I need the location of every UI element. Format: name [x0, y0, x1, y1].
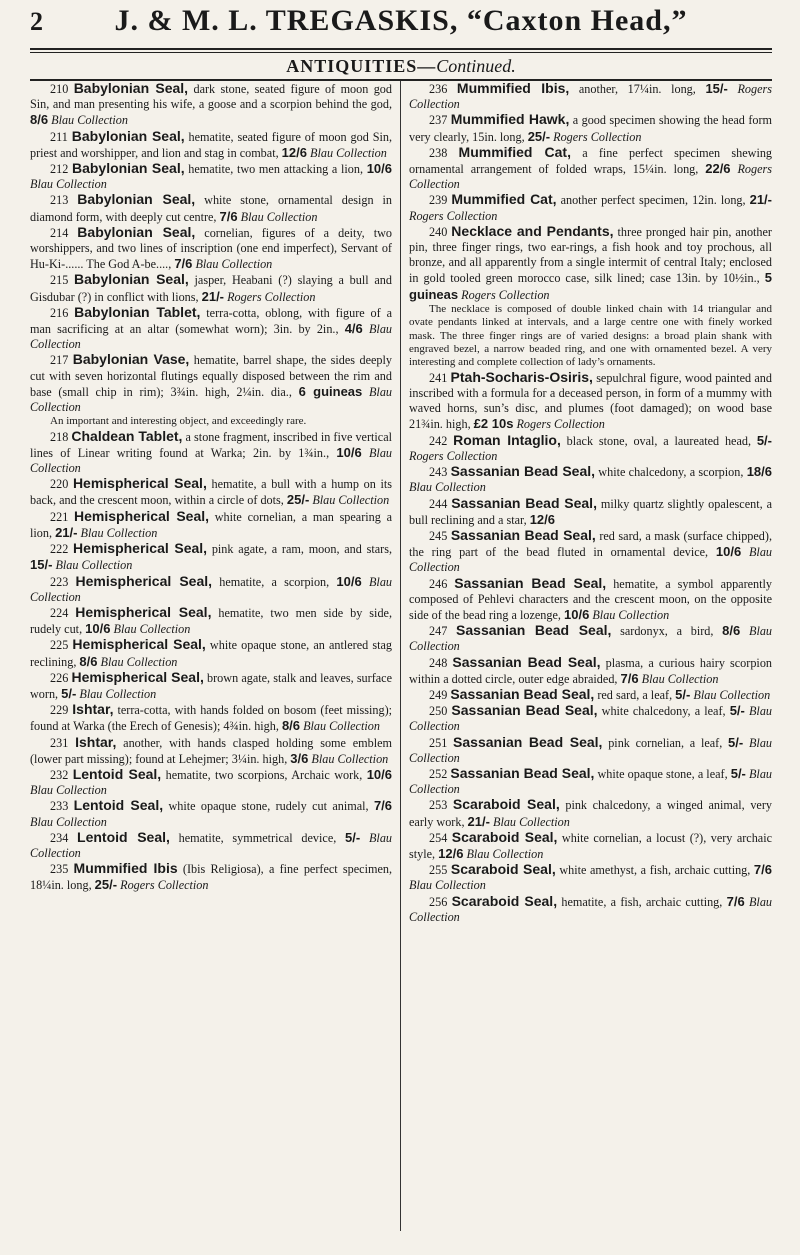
lot-title: Sassanian Bead Seal,	[450, 463, 596, 480]
lot-title: Lentoid Seal,	[72, 765, 162, 782]
lot-price: 5/-	[675, 686, 691, 702]
catalogue-entry	[30, 161, 392, 192]
catalogue-note: An important and interesting object, and exceedingly rare.	[50, 415, 307, 428]
catalogue-entry	[409, 735, 772, 766]
lot-price: 10/6	[564, 606, 590, 622]
lot-source: Rogers Collection	[553, 129, 642, 144]
catalogue-entry	[30, 352, 392, 415]
lot-title: Babylonian Seal,	[73, 81, 189, 96]
lot-number: 232	[50, 767, 69, 782]
lot-title: Hemispherical Seal,	[73, 540, 208, 557]
lot-description: hematite, a scorpion,	[212, 574, 337, 589]
lot-source: Blau Collection	[310, 145, 387, 160]
lot-price: 7/6	[726, 893, 745, 909]
lot-price: 8/6	[722, 623, 741, 639]
catalogue-entry	[409, 192, 772, 223]
lot-description: red sard, a mask (surface chipped), the ring part of the bead fluted in ornamental device,	[409, 528, 772, 560]
lot-description: a good specimen showing the head form very clearly, 15in. long,	[409, 113, 772, 144]
lot-description: three pronged hair pin, another pin, three finger rings, two ear-rings, a fish hook and toy prochous, all bronze, and all apparently from a single intermit of central Italy; enclosed in gold tooled green morocco case, silk lined; case 13in. by 10½in.,	[409, 224, 772, 286]
lot-title: Sassanian Bead Seal,	[450, 685, 595, 702]
lot-price: 18/6	[746, 464, 772, 480]
catalogue-entry	[30, 305, 392, 353]
header-rule-thin	[30, 52, 772, 53]
lot-number: 222	[50, 542, 69, 557]
lot-source: Blau Collection	[409, 766, 772, 797]
lot-price: 8/6	[30, 112, 49, 128]
lot-description: hematite, a fish, archaic cutting,	[557, 894, 727, 909]
lot-description: another, with hands clasped holding some emblem (lower part missing); found at Lehejmer; 3¼in. high,	[30, 735, 392, 766]
lot-source: Blau Collection	[240, 209, 318, 224]
lot-number: 213	[50, 193, 69, 208]
lot-title: Sassanian Bead Seal,	[453, 733, 603, 750]
lot-price: 12/6	[529, 511, 555, 527]
lot-number: 248	[429, 655, 448, 670]
lot-price: 12/6	[438, 845, 464, 861]
lot-title: Chaldean Tablet,	[71, 427, 183, 444]
lot-source: Blau Collection	[30, 574, 393, 604]
catalogue-entry	[30, 702, 392, 734]
catalogue-entry	[30, 541, 392, 573]
lot-title: Hemispherical Seal,	[74, 507, 210, 524]
lot-title: Scaraboid Seal,	[452, 796, 560, 813]
lot-source: Blau Collection	[30, 814, 107, 829]
lot-title: Babylonian Tablet,	[74, 303, 201, 320]
catalogue-entry	[30, 605, 392, 637]
lot-number: 220	[50, 477, 69, 492]
lot-title: Hemispherical Seal,	[75, 603, 212, 620]
lot-description: cornelian, figures of a deity, two worshippers, and two lines of inscription (one end imperfect), Servant of Hu-Ki-...... The God A-be....,	[30, 225, 393, 272]
lot-source: Blau Collection	[466, 846, 544, 861]
catalogue-entry	[409, 703, 772, 734]
lot-source: Blau Collection	[641, 671, 719, 686]
lot-title: Sassanian Bead Seal,	[454, 574, 607, 591]
lot-price: 5/-	[756, 432, 772, 448]
lot-price: 21/-	[201, 288, 225, 304]
lot-title: Babylonian Seal,	[71, 127, 185, 144]
lot-title: Scaraboid Seal,	[450, 861, 556, 878]
lot-description: white stone, ornamental design in diamond form, with deeply cut centre,	[30, 193, 392, 224]
lot-title: Sassanian Bead Seal,	[451, 494, 597, 511]
section-heading: ANTIQUITIES—Continued.	[286, 56, 516, 76]
lot-price: 5/-	[730, 765, 746, 781]
lot-price: 21/-	[467, 813, 490, 829]
lot-description: milky quartz slightly opalescent, a bull reclining and a star,	[409, 496, 772, 527]
right-column	[401, 81, 772, 1231]
lot-number: 224	[50, 605, 69, 620]
lot-source: Blau Collection	[30, 177, 107, 192]
lot-source: Blau Collection	[80, 525, 158, 540]
lot-title: Sassanian Bead Seal,	[456, 622, 612, 639]
lot-source: Blau Collection	[409, 735, 772, 765]
lot-number: 216	[50, 305, 69, 320]
lot-number: 238	[429, 145, 448, 160]
lot-title: Hemispherical Seal,	[72, 475, 207, 492]
catalogue-entry	[409, 623, 772, 654]
lot-source: Blau Collection	[409, 894, 772, 924]
lot-title: Sassanian Bead Seal,	[451, 702, 598, 719]
catalogue-entry	[30, 81, 392, 129]
lot-price: 3/6	[290, 750, 309, 766]
lot-description: white opaque stone, a leaf,	[594, 766, 731, 781]
lot-source: Rogers Collection	[516, 417, 605, 432]
lot-price: 10/6	[85, 621, 111, 637]
catalogue-entry	[30, 192, 392, 224]
lot-source: Blau Collection	[30, 322, 393, 352]
lot-title: Necklace and Pendants,	[451, 222, 614, 239]
lot-description: another, 17¼in. long,	[569, 82, 706, 96]
lot-number: 234	[50, 830, 69, 845]
lot-price: 10/6	[366, 161, 392, 177]
lot-number: 231	[50, 735, 69, 750]
lot-description: hematite, a symbol apparently composed of Pehlevi characters and the crescent moon, on the opposite side of the bead ring a lozenge,	[409, 576, 772, 622]
catalogue-entry	[30, 225, 392, 273]
lot-source: Blau Collection	[195, 257, 273, 272]
lot-number: 245	[429, 528, 448, 543]
lot-description: red sard, a leaf,	[594, 687, 676, 702]
lot-title: Ptah-Socharis-Osiris,	[450, 368, 593, 385]
catalogue-entry	[409, 112, 772, 144]
catalogue-entry	[30, 830, 392, 861]
lot-source: Rogers Collection	[409, 448, 498, 463]
lot-price: 7/6	[373, 798, 393, 814]
lot-description: a stone fragment, inscribed in five vertical lines of Linear writing found at Warka; 2in. by 1¾in.,	[30, 429, 393, 460]
catalogue-entry	[30, 129, 392, 161]
lot-price: 8/6	[79, 653, 98, 669]
lot-number: 237	[429, 113, 448, 128]
lot-description: black stone, oval, a laureated head,	[560, 433, 757, 448]
catalogue-entry	[409, 766, 772, 797]
catalogue-entry	[409, 496, 772, 528]
lot-source: Blau Collection	[592, 607, 670, 622]
lot-number: 249	[429, 687, 448, 702]
lot-number: 233	[50, 799, 69, 814]
lot-number: 223	[50, 574, 69, 589]
catalogue-note: The necklace is composed of double linked chain with 14 triangular and ovate pendants linked at intervals, and a large centre one with finely worked mask. The three finger rings are of varied designs: a broad plain shank with engraved bezel, a narrow beaded ring, and one with ornamented bezel. A very interesting and complete collection of lady’s ornaments.	[409, 302, 772, 369]
lot-description: white chalcedony, a leaf,	[597, 704, 730, 719]
lot-title: Babylonian Seal,	[77, 191, 196, 208]
lot-title: Mummified Cat,	[458, 143, 571, 160]
lot-source: Blau Collection	[79, 686, 157, 701]
running-title: J. & M. L. TREGASKIS, “Caxton Head,”	[114, 4, 688, 37]
lot-source: Rogers Collection	[409, 208, 498, 223]
lot-title: Sassanian Bead Seal,	[452, 653, 601, 670]
lot-title: Hemispherical Seal,	[72, 636, 206, 653]
lot-price: 6 guineas	[298, 383, 363, 399]
lot-price: 5/-	[729, 703, 745, 719]
lot-source: Blau Collection	[693, 687, 771, 702]
catalogue-entry	[30, 861, 392, 893]
lot-title: Babylonian Seal,	[71, 160, 185, 177]
lot-price: 15/-	[705, 81, 728, 96]
lot-description: white cornelian, a man spearing a lion,	[30, 509, 392, 540]
lot-price: 5/-	[345, 829, 361, 845]
lot-price: 5 guineas	[409, 270, 772, 302]
lot-description: pink cornelian, a leaf,	[602, 735, 729, 750]
lot-source: Blau Collection	[493, 814, 570, 829]
lot-price: 21/-	[55, 524, 78, 540]
lot-number: 226	[50, 670, 69, 685]
catalogue-entry	[409, 224, 772, 303]
lot-number: 256	[429, 894, 448, 909]
lot-number: 229	[50, 703, 69, 718]
section-title: ANTIQUITIES	[286, 56, 418, 76]
lot-description: white opaque stone, rudely cut animal,	[163, 799, 374, 814]
left-column	[30, 81, 401, 1231]
lot-description: hematite, symmetrical device,	[169, 830, 346, 845]
lot-title: Babylonian Seal,	[77, 223, 196, 240]
catalogue-entry	[30, 429, 392, 477]
catalogue-entry	[409, 528, 772, 576]
lot-price: 5/-	[728, 734, 744, 750]
lot-title: Mummified Ibis,	[456, 81, 570, 96]
lot-description: (Ibis Religiosa), a fine perfect specimen, 18¼in. long,	[30, 862, 392, 893]
catalogue-entry	[30, 735, 392, 767]
catalogue-entry	[30, 637, 392, 669]
lot-number: 221	[50, 509, 69, 524]
lot-number: 210	[50, 82, 69, 96]
lot-title: Sassanian Bead Seal,	[450, 526, 596, 543]
lot-price: 7/6	[620, 670, 639, 686]
lot-price: 25/-	[94, 877, 118, 893]
lot-number: 239	[429, 193, 448, 208]
section-continued: Continued.	[436, 56, 516, 76]
lot-source: Blau Collection	[30, 830, 393, 860]
lot-number: 246	[429, 576, 448, 591]
lot-description: sepulchral figure, wood painted and inscribed with a formula for a deceased person, in form of a mummy with waved horns, sun’s disc, and plumes (foot damaged); on wood base 21¾in. high,	[409, 370, 772, 432]
lot-price: 4/6	[344, 321, 363, 337]
lot-price: 7/6	[174, 256, 193, 272]
lot-title: Babylonian Seal,	[74, 271, 189, 288]
lot-price: 12/6	[281, 144, 307, 160]
catalogue-entry	[409, 797, 772, 829]
lot-price: 10/6	[715, 544, 742, 560]
lot-number: 235	[50, 862, 69, 877]
lot-source: Blau Collection	[30, 783, 107, 798]
lot-price: 22/6	[705, 161, 731, 177]
lot-number: 254	[429, 830, 448, 845]
lot-price: 25/-	[527, 128, 551, 144]
lot-source: Blau Collection	[312, 493, 390, 508]
lot-price: 10/6	[336, 573, 362, 589]
lot-source: Blau Collection	[311, 751, 389, 766]
lot-source: Blau Collection	[303, 719, 380, 734]
lot-number: 217	[50, 353, 69, 368]
catalogue-entry	[409, 830, 772, 862]
lot-source: Blau Collection	[409, 704, 772, 734]
lot-number: 243	[429, 465, 448, 480]
lot-price: 21/-	[749, 192, 772, 208]
lot-title: Scaraboid Seal,	[451, 892, 558, 909]
lot-description: another perfect specimen, 12in. long,	[556, 193, 750, 208]
lot-number: 236	[429, 82, 448, 96]
catalogue-entry	[409, 894, 772, 925]
lot-description: white opaque stone, an antlered stag reclining,	[30, 638, 392, 669]
lot-number: 240	[429, 224, 448, 239]
lot-description: dark stone, seated figure of moon god Sin, and man presenting his wife, a goose and a scorpion behind the god,	[30, 82, 392, 112]
lot-title: Roman Intaglio,	[453, 431, 561, 448]
lot-description: hematite, two men attacking a lion,	[184, 162, 367, 177]
catalogue-entry	[409, 370, 772, 433]
catalogue-entry	[409, 655, 772, 687]
catalogue-entry	[30, 509, 392, 541]
lot-description: white chalcedony, a scorpion,	[595, 465, 747, 480]
lot-source: Blau Collection	[409, 545, 772, 575]
lot-description: a fine perfect specimen shewing ornamental arrangement of folded wraps, 15¼in. long,	[409, 145, 772, 177]
lot-title: Babylonian Vase,	[72, 351, 190, 368]
lot-title: Mummified Cat,	[451, 191, 557, 208]
header-rule	[30, 48, 772, 50]
lot-title: Scaraboid Seal,	[451, 828, 558, 845]
catalogue-entry	[409, 687, 772, 703]
lot-title: Lentoid Seal,	[77, 828, 170, 845]
lot-description: pink chalcedony, a winged animal, very early work,	[409, 798, 772, 829]
lot-price: 15/-	[30, 557, 53, 573]
lot-title: Mummified Hawk,	[450, 111, 570, 128]
lot-title: Ishtar,	[75, 733, 117, 750]
lot-description: brown agate, stalk and leaves, surface worn,	[30, 670, 392, 701]
lot-price: 10/6	[366, 766, 393, 782]
lot-source: Blau Collection	[30, 384, 393, 415]
lot-price: 7/6	[753, 862, 772, 878]
lot-number: 215	[50, 273, 69, 288]
lot-number: 241	[429, 370, 448, 385]
lot-price: 10/6	[336, 444, 362, 460]
lot-number: 212	[50, 162, 69, 177]
lot-price: 7/6	[219, 208, 238, 224]
lot-source: Rogers Collection	[227, 289, 316, 304]
catalogue-entry	[409, 433, 772, 464]
lot-source: Blau Collection	[51, 113, 128, 128]
lot-description: sardonyx, a bird,	[611, 624, 723, 639]
lot-number: 211	[50, 129, 68, 144]
lot-source: Rogers Collection	[461, 287, 550, 302]
catalogue-entry	[409, 576, 772, 624]
lot-number: 255	[429, 863, 448, 878]
catalogue-entry	[30, 476, 392, 508]
catalogue-entry	[409, 862, 772, 893]
lot-source: Rogers Collection	[409, 82, 772, 112]
lot-number: 214	[50, 225, 69, 240]
catalogue-entry	[30, 767, 392, 798]
page-header	[30, 0, 772, 48]
lot-description: hematite, barrel shape, the sides deeply cut with seven horizontal flutings equally disposed between the rim and base (small chip in rim); 3¾in. high, 2¼in. dia.,	[30, 353, 392, 399]
lot-source: Blau Collection	[409, 878, 486, 893]
lot-description: hematite, two scorpions, Archaic work,	[161, 767, 367, 782]
lot-description: hematite, seated figure of moon god Sin, priest and worshipper, and lion and stag in combat,	[30, 129, 392, 160]
catalogue-entry	[30, 670, 392, 702]
lot-source: Blau Collection	[30, 445, 393, 476]
catalogue-entry	[409, 464, 772, 495]
lot-source: Rogers Collection	[120, 878, 209, 893]
lot-description: white cornelian, a locust (?), very archaic style,	[409, 830, 772, 861]
lot-description: plasma, a curious hairy scorpion within a dotted circle, outer edge abraided,	[409, 655, 772, 686]
lot-source: Blau Collection	[409, 480, 486, 495]
lot-title: Hemispherical Seal,	[75, 572, 213, 589]
catalogue-entry	[409, 145, 772, 193]
lot-description: terra-cotta, oblong, with figure of a man sacrificing at an altar (somewhat worn); 3in. by 2in.,	[30, 305, 392, 337]
lot-source: Blau Collection	[55, 558, 133, 573]
lot-number: 252	[429, 766, 448, 781]
lot-title: Hemispherical Seal,	[71, 668, 204, 685]
lot-description: hematite, a bull with a hump on its back, and the crescent moon, within a circle of dots,	[30, 477, 392, 508]
catalogue-entry	[409, 81, 772, 112]
lot-title: Mummified Ibis	[73, 860, 178, 877]
lot-description: terra-cotta, with hands folded on bosom (feet missing); found at Warka (the Erech of Genesis); 4¾in. high,	[30, 703, 393, 734]
lot-number: 247	[429, 624, 448, 639]
lot-title: Ishtar,	[72, 701, 114, 718]
lot-source: Blau Collection	[409, 624, 772, 654]
lot-number: 218	[50, 429, 69, 444]
catalogue-entry	[30, 798, 392, 829]
page-number: 2	[30, 7, 43, 36]
lot-source: Blau Collection	[100, 654, 178, 669]
lot-price: £2 10s	[473, 416, 514, 432]
catalogue-entry	[30, 272, 392, 304]
lot-price: 8/6	[281, 718, 301, 734]
lot-description: pink agate, a ram, moon, and stars,	[207, 542, 393, 557]
lot-title: Sassanian Bead Seal,	[450, 764, 595, 781]
lot-number: 244	[429, 496, 448, 511]
lot-description: hematite, two men side by side, rudely cut,	[30, 605, 392, 637]
lot-number: 225	[50, 638, 69, 653]
catalogue-columns	[30, 81, 772, 1231]
lot-title: Lentoid Seal,	[73, 797, 164, 814]
lot-source: Blau Collection	[113, 622, 191, 637]
lot-number: 251	[429, 735, 448, 750]
lot-source: Rogers Collection	[409, 162, 772, 192]
lot-description: jasper, Heabani (?) slaying a bull and Gisdubar (?) in conflict with lions,	[30, 273, 392, 304]
lot-price: 25/-	[286, 492, 310, 508]
lot-number: 250	[429, 704, 448, 719]
lot-number: 253	[429, 798, 448, 813]
lot-price: 5/-	[61, 685, 77, 701]
lot-description: white amethyst, a fish, archaic cutting,	[555, 863, 754, 878]
catalogue-entry	[30, 574, 392, 605]
lot-number: 242	[429, 433, 448, 448]
